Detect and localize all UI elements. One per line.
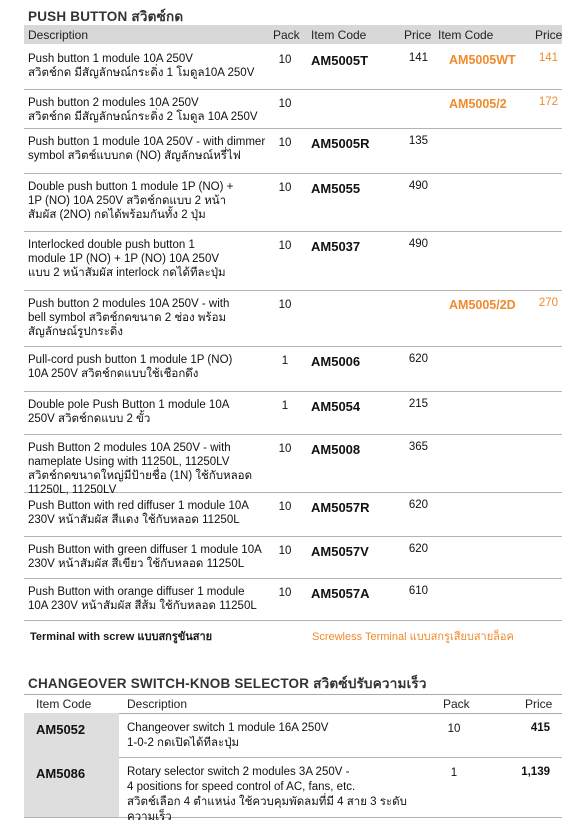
- row-price: 610: [408, 585, 428, 597]
- row-description-line: Interlocked double push button 1: [28, 239, 195, 251]
- row-description-line: สวิตช์กด มีสัญลักษณ์กระดิ่ง 1 โมดูล10A 250V: [28, 67, 255, 79]
- row-price: 1,139: [521, 766, 550, 778]
- row-description: [28, 353, 268, 381]
- row-price: 620: [408, 353, 428, 365]
- row-description-line: แบบ 2 หน้าสัมผัส interlock กดได้ทีละปุ่ม: [28, 267, 226, 279]
- row-description-line: Rotary selector switch 2 modules 3A 250V -: [127, 766, 350, 778]
- table-row: [24, 391, 562, 435]
- row-pack: 10: [278, 54, 292, 66]
- row-description-line: สวิตช์เลือก 4 ตำแหน่ง ใช้ควบคุมพัดลมที่มี 4 สาย 3 ระดับความเร็ว: [127, 796, 407, 823]
- row-price: 365: [408, 441, 428, 453]
- row-pack: 10: [278, 137, 292, 149]
- row-description-line: สวิตช์กดขนาดใหญ่มีป้ายชื่อ (1N) ใช้กับหลอด 11250L, 11250LV: [28, 470, 253, 496]
- row-description: [28, 585, 268, 613]
- row-pack: 10: [278, 443, 292, 455]
- header-price: Price: [404, 28, 432, 42]
- row-description-line: Double pole Push Button 1 module 10A: [28, 399, 230, 411]
- row-item-code: AM5005T: [311, 53, 369, 68]
- header-description: Description: [28, 28, 89, 42]
- table-row: [24, 173, 562, 232]
- row-description-line: Push Button with orange diffuser 1 module: [28, 586, 245, 598]
- header2-item-code: Item Code: [36, 697, 92, 711]
- row-description: [28, 96, 268, 124]
- row-description: [28, 441, 268, 497]
- row-description: [28, 543, 268, 571]
- row-description-line: 10A 250V สวิตช์กดแบบใช้เชือกดึง: [28, 368, 199, 380]
- header2-price: Price: [525, 697, 553, 711]
- push-button-section-title: PUSH BUTTON สวิตซ์กด: [28, 9, 184, 24]
- row-price: 141: [408, 52, 428, 64]
- table-row: [24, 346, 562, 392]
- row-pack: 10: [278, 182, 292, 194]
- row-pack: 10: [278, 98, 292, 110]
- row-item-code: AM5057V: [311, 544, 369, 559]
- row-item-code: AM5086: [36, 766, 86, 781]
- table-row: [24, 434, 562, 496]
- row-pack: 10: [278, 587, 292, 599]
- footer-screwless-terminal: Screwless Terminal แบบสกรูเสียบสายล็อค: [312, 631, 514, 643]
- changeover-table-header: [24, 694, 562, 714]
- table-row: [24, 757, 562, 823]
- row-pack: 1: [281, 400, 289, 412]
- row-price: 135: [408, 135, 428, 147]
- row-description-line: 230V หน้าสัมผัส สีแดง ใช้กับหลอด 11250L: [28, 514, 240, 526]
- row-price-2: 172: [538, 96, 558, 108]
- table-row: [24, 128, 562, 174]
- row-description-line: สัมผัส (2NO) กดได้พร้อมกันทั้ง 2 ปุ่ม: [28, 209, 206, 221]
- row-description-line: Double push button 1 module 1P (NO) +: [28, 181, 234, 193]
- row-description-line: Pull-cord push button 1 module 1P (NO): [28, 354, 233, 366]
- row-description-line: Push button 2 modules 10A 250V - with: [28, 298, 230, 310]
- row-item-code-2: AM5005/2D: [449, 298, 516, 312]
- row-item-code: AM5037: [311, 239, 361, 254]
- row-description-line: 250V สวิตช์กดแบบ 2 ขั้ว: [28, 413, 151, 425]
- row-description-line: 4 positions for speed control of AC, fans, etc.: [127, 781, 356, 793]
- row-price-2: 270: [538, 297, 558, 309]
- row-description-line: module 1P (NO) + 1P (NO) 10A 250V: [28, 253, 220, 265]
- table-row: [24, 231, 562, 291]
- row-description-line: 230V หน้าสัมผัส สีเขียว ใช้กับหลอด 11250L: [28, 558, 245, 570]
- row-description-line: Push Button 2 modules 10A 250V - with: [28, 442, 231, 454]
- table-row: [24, 492, 562, 537]
- row-description-line: Push button 2 modules 10A 250V: [28, 97, 199, 109]
- row-description-line: nameplate Using with 11250L, 11250LV: [28, 456, 230, 468]
- row-price: 620: [408, 499, 428, 511]
- row-description-line: bell symbol สวิตช์กดขนาด 2 ช่อง พร้อม: [28, 312, 227, 324]
- footer-terminal-screw: Terminal with screw แบบสกรูขันสาย: [30, 631, 213, 643]
- row-description-line: สัญลักษณ์รูปกระดิ่ง: [28, 326, 123, 338]
- row-pack: 10: [278, 501, 292, 513]
- row-price: 620: [408, 543, 428, 555]
- row-pack: 1: [450, 767, 458, 779]
- row-pack: 10: [447, 723, 461, 735]
- row-item-code: AM5057A: [311, 586, 370, 601]
- row-price: 415: [530, 722, 550, 734]
- row-description: [28, 180, 268, 222]
- header-price-2: Price: [535, 28, 563, 42]
- row-description-line: 1-0-2 กดเปิดได้ทีละปุ่ม: [127, 737, 240, 749]
- table-row: [24, 89, 562, 129]
- row-item-code: AM5054: [311, 399, 361, 414]
- header2-description: Description: [127, 697, 188, 711]
- row-price-2: 141: [538, 52, 558, 64]
- row-pack: 10: [278, 545, 292, 557]
- row-item-code: AM5057R: [311, 500, 370, 515]
- header-item-code: Item Code: [311, 28, 367, 42]
- row-item-code: AM5052: [36, 722, 86, 737]
- row-item-code: AM5008: [311, 442, 361, 457]
- row-description: [28, 52, 268, 80]
- header-item-code-2: Item Code: [438, 28, 494, 42]
- row-item-code: AM5006: [311, 354, 361, 369]
- row-description: [28, 135, 268, 163]
- row-description: [28, 499, 268, 527]
- row-item-code: AM5055: [311, 181, 361, 196]
- row-description: [28, 398, 268, 426]
- changeover-section-title: CHANGEOVER SWITCH-KNOB SELECTOR สวิตซ์ปรับความเร็ว: [28, 676, 427, 691]
- row-pack: 10: [278, 240, 292, 252]
- row-description-line: Push button 1 module 10A 250V: [28, 53, 193, 65]
- row-description: [127, 765, 427, 825]
- row-description-line: 10A 230V หน้าสัมผัส สีส้ม ใช้กับหลอด 11250L: [28, 600, 257, 612]
- header-pack: Pack: [273, 28, 300, 42]
- push-button-table-header: [24, 25, 562, 44]
- row-item-code: AM5005R: [311, 136, 370, 151]
- table-row: [24, 713, 562, 758]
- row-description-line: symbol สวิตช์แบบกด (NO) สัญลักษณ์หรี่ไฟ: [28, 150, 241, 162]
- row-price: 215: [408, 398, 428, 410]
- row-price: 490: [408, 180, 428, 192]
- row-pack: 1: [281, 355, 289, 367]
- row-description-line: Changeover switch 1 module 16A 250V: [127, 722, 329, 734]
- row-description-line: Push button 1 module 10A 250V - with dimmer: [28, 136, 266, 148]
- table-row: [24, 536, 562, 579]
- table-row: [24, 45, 562, 90]
- header2-pack: Pack: [443, 697, 470, 711]
- row-item-code-2: AM5005WT: [449, 53, 516, 67]
- row-description-line: Push Button with green diffuser 1 module 10A: [28, 544, 262, 556]
- row-pack: 10: [278, 299, 292, 311]
- table-row: [24, 290, 562, 347]
- row-price: 490: [408, 238, 428, 250]
- row-description-line: Push Button with red diffuser 1 module 10A: [28, 500, 249, 512]
- row-description-line: 1P (NO) 10A 250V สวิตช์กดแบบ 2 หน้า: [28, 195, 227, 207]
- row-description: [28, 297, 268, 339]
- table-row: [24, 578, 562, 621]
- row-description: [28, 238, 268, 280]
- row-item-code-2: AM5005/2: [449, 97, 507, 111]
- row-description: [127, 721, 427, 751]
- row-description-line: สวิตช์กด มีสัญลักษณ์กระดิ่ง 2 โมดูล 10A 250V: [28, 111, 258, 123]
